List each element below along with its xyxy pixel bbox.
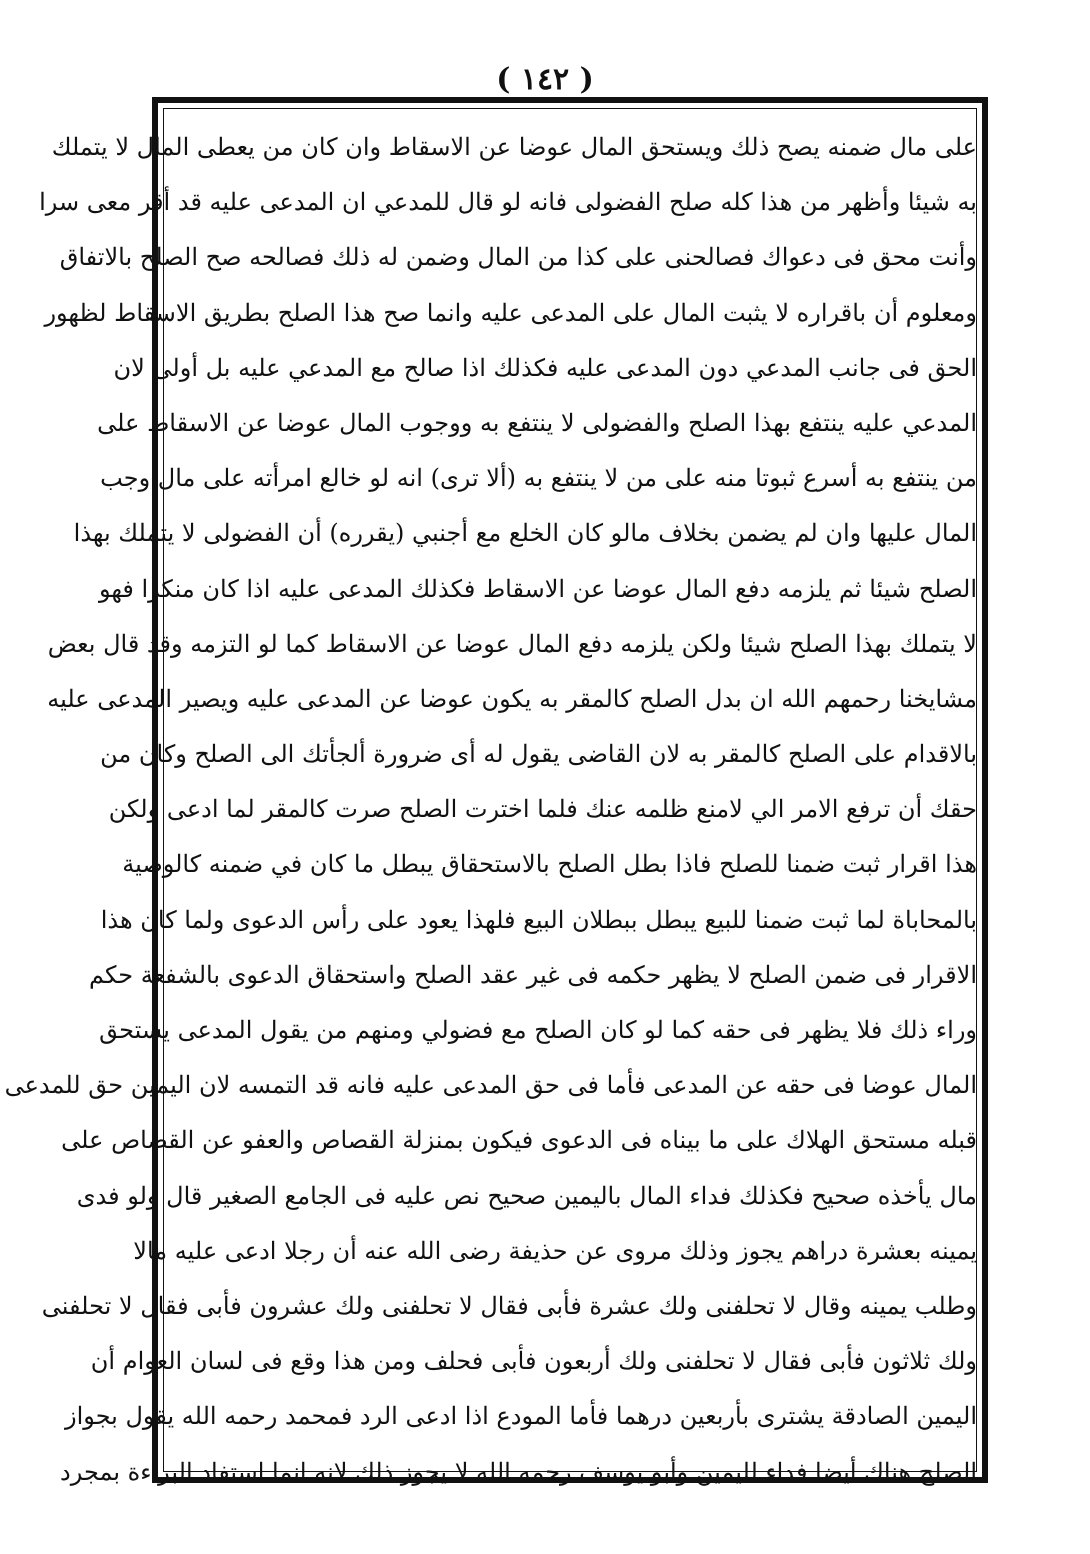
text-line: اليمين الصادقة يشترى بأربعين درهما فأما المودع اذا ادعى الرد فمحمد رحمه الله يقول بجواز xyxy=(65,1402,977,1431)
text-line: به شيئا وأظهر من هذا كله صلح الفضولى فانه لو قال للمدعي ان المدعى عليه قد أقر معى سرا xyxy=(39,188,977,217)
text-line: وأنت محق فى دعواك فصالحنى على كذا من المال وضمن له ذلك فصالحه صح الصلح بالاتفاق xyxy=(59,243,977,272)
text-line: المال عليها وان لم يضمن بخلاف مالو كان الخلع مع أجنبي (يقرره) أن الفضولى لا يتملك بهذا xyxy=(73,519,977,548)
text-line: حقك أن ترفع الامر الي لامنع ظلمه عنك فلما اخترت الصلح صرت كالمقر لما ادعى ولكن xyxy=(108,795,977,824)
text-line: الحق فى جانب المدعي دون المدعى عليه فكذلك اذا صالح مع المدعي عليه بل أولى لان xyxy=(113,353,977,382)
text-line: الصلح شيئا ثم يلزمه دفع المال عوضا عن الاسقاط فكذلك المدعى عليه اذا كان منكرا فهو xyxy=(98,574,977,603)
text-line: مشايخنا رحمهم الله ان بدل الصلح كالمقر به يكون عوضا عن المدعى عليه ويصير المدعى عليه xyxy=(47,684,977,713)
text-line: المدعي عليه ينتفع بهذا الصلح والفضولى لا ينتفع به ووجوب المال عوضا عن الاسقاط على xyxy=(97,408,977,437)
text-line: على مال ضمنه يصح ذلك ويستحق المال عوضا عن الاسقاط وان كان من يعطى المال لا يتملك xyxy=(51,133,977,161)
text-line: مال يأخذه صحيح فكذلك فداء المال باليمين صحيح نص عليه فى الجامع الصغير قال ولو فدى xyxy=(76,1181,977,1210)
text-line: قبله مستحق الهلاك على ما بيناه فى الدعوى فيكون بمنزلة القصاص والعفو عن القصاص على xyxy=(61,1126,977,1155)
text-line: لا يتملك بهذا الصلح شيئا ولكن يلزمه دفع المال عوضا عن الاسقاط كما لو التزمه وقد قال بعض xyxy=(47,629,977,658)
text-line: المال عوضا فى حقه عن المدعى فأما فى حق المدعى عليه فانه قد التمسه لان اليمين حق للمدعى xyxy=(4,1071,977,1100)
text-line: الصلح هناك أيضا فداء لليمين وأبو يوسف رحمه الله لا يجوز ذلك لانه انما استفاد البراءة بمجرد xyxy=(60,1457,977,1486)
text-line: ولك ثلاثون فأبى فقال لا تحلفنى ولك أربعون فأبى فحلف ومن هذا وقع فى لسان العوام أن xyxy=(90,1347,977,1376)
text-line: هذا اقرار ثبت ضمنا للصلح فاذا بطل الصلح بالاستحقاق يبطل ما كان في ضمنه كالوصية xyxy=(122,850,977,879)
text-line: بالاقدام على الصلح كالمقر به لان القاضى يقول له أى ضرورة ألجأتك الى الصلح وكان من xyxy=(100,740,977,769)
text-body xyxy=(4,120,977,1486)
text-line: وراء ذلك فلا يظهر فى حقه كما لو كان الصلح مع فضولي ومنهم من يقول المدعى يستحق xyxy=(99,1016,977,1044)
text-line: الاقرار فى ضمن الصلح لا يظهر حكمه فى غير عقد الصلح واستحقاق الدعوى بالشفعة حكم xyxy=(89,960,977,989)
text-line: وطلب يمينه وقال لا تحلفنى ولك عشرة فأبى فقال لا تحلفنى ولك عشرون فأبى فقال لا تحلفنى xyxy=(41,1291,977,1320)
text-line: ومعلوم أن باقراره لا يثبت المال على المدعى عليه وانما صح هذا الصلح بطريق الاسقاط لظهور xyxy=(44,298,977,327)
page-number: ( ١٤٢ ) xyxy=(496,62,594,97)
text-line: بالمحاباة لما ثبت ضمنا للبيع يبطل ببطلان البيع فلهذا يعود على رأس الدعوى ولما كان هذا xyxy=(100,905,977,934)
text-line: يمينه بعشرة دراهم يجوز وذلك مروى عن حذيفة رضى الله عنه أن رجلا ادعى عليه مالا xyxy=(133,1236,977,1265)
text-line: من ينتفع به أسرع ثبوتا منه على من لا ينتفع به (ألا ترى) انه لو خالع امرأته على مال وجب xyxy=(100,464,977,493)
